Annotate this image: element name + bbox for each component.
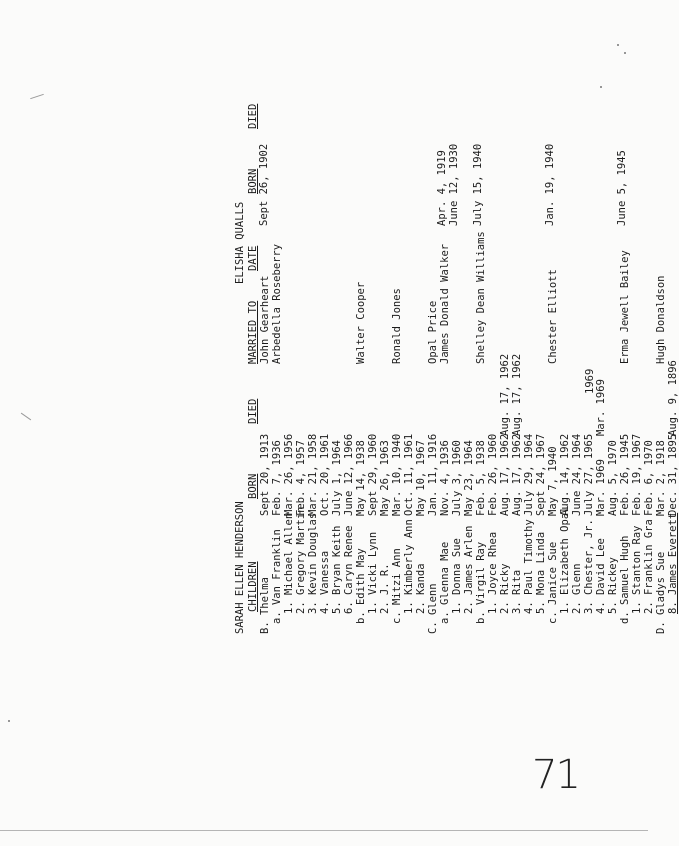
child-married-to: Hugh Donaldson — [655, 275, 667, 364]
header-died-right: DIED — [247, 103, 259, 129]
child-born: Feb. 26, 1945 — [619, 433, 631, 516]
scan-dot-1 — [617, 44, 619, 46]
page-number: 71 — [532, 752, 579, 798]
child-name: 3. Rita — [511, 569, 523, 614]
child-name: b. Edith May — [355, 548, 367, 624]
scan-dot-3 — [600, 86, 602, 88]
child-born: Aug. 17, 1962 — [511, 433, 523, 516]
child-born: Mar. 2, 1918 — [655, 440, 667, 516]
child-born: Feb. 6, 1970 — [643, 440, 655, 516]
header-died: DIED — [247, 398, 259, 424]
annotation-1969: 1969 — [584, 368, 596, 394]
child-name: 5. Rickey — [607, 557, 619, 614]
right-born-3: June 12, 1930 — [448, 143, 460, 226]
child-married-to: Chester Elliott — [547, 269, 559, 364]
child-died: Aug. 9, 1896 — [667, 360, 679, 436]
child-born: Mar. 10, 1940 — [391, 433, 403, 516]
child-name: 5. Bryan Keith — [331, 525, 343, 614]
child-born: June 12, 1966 — [343, 433, 355, 516]
child-born: Oct. 11, 1961 — [403, 433, 415, 516]
child-married-to: Erma Jewell Bailey — [619, 250, 631, 364]
child-born: July 1, 1964 — [331, 440, 343, 516]
rotated-genealogy-table — [96, 103, 679, 634]
child-born: May 23, 1964 — [463, 440, 475, 516]
child-name: 2. Kanda — [415, 563, 427, 614]
child-born: Feb. 26, 1960 — [487, 433, 499, 516]
child-married-to: John Gearheart — [259, 275, 271, 364]
header-sarah-ellen-henderson: SARAH ELLEN HENDERSON — [234, 501, 246, 634]
child-name: 1. Michael Allen — [283, 512, 295, 614]
child-born: May 10, 1967 — [415, 440, 427, 516]
child-name: 1. Stanton Ray — [631, 525, 643, 614]
child-born: Sept 20, 1913 — [259, 433, 271, 516]
right-born-5: Jan. 19, 1940 — [544, 143, 556, 226]
child-name: 3. Chester, Jr. — [583, 519, 595, 614]
child-born: July 29, 1964 — [523, 433, 535, 516]
child-married-to: Ronald Jones — [391, 288, 403, 364]
child-name: 8. James Everett — [667, 512, 679, 614]
right-born-2: Apr. 4, 1919 — [436, 150, 448, 226]
child-name: 2. Ricky — [499, 563, 511, 614]
child-name: c. Janice Sue — [547, 541, 559, 624]
child-born: Aug. 14, 1962 — [559, 433, 571, 516]
child-name: 4. Vanessa — [319, 550, 331, 614]
right-born-1: Sept 26, 1902 — [258, 143, 270, 226]
child-born: Mar. 26, 1956 — [283, 433, 295, 516]
child-name: 2. James Arlen — [463, 525, 475, 614]
child-died: Mar. 1969 — [595, 379, 607, 436]
child-born: Nov. 4, 1936 — [439, 440, 451, 516]
child-name: 1. Donna Sue — [451, 538, 463, 614]
child-born: Mar. 21, 1958 — [307, 433, 319, 516]
header-children: CHILDREN — [247, 561, 259, 612]
child-born: July 27, 1965 — [583, 433, 595, 516]
child-name: 1. Joyce Rhea — [487, 531, 499, 614]
header-born: BORN — [247, 473, 259, 499]
child-name: a. Van Franklin — [271, 529, 283, 624]
child-born: Feb. 19, 1967 — [631, 433, 643, 516]
scan-mark-left — [21, 413, 31, 421]
child-born: Feb. 4, 1957 — [295, 440, 307, 516]
child-name: 1. Vicki Lynn — [367, 531, 379, 614]
child-born: Feb. 5, 1938 — [475, 440, 487, 516]
right-born-4: July 15, 1940 — [472, 143, 484, 226]
child-born: May 14, 1938 — [355, 440, 367, 516]
scan-dot-2 — [624, 52, 626, 54]
child-born: Sept 24, 1967 — [535, 433, 547, 516]
child-married-to: James Donald Walker — [439, 243, 451, 364]
scan-mark-top-left — [30, 94, 44, 99]
bottom-edge-line — [0, 830, 648, 831]
child-name: 4. Paul Timothy — [523, 519, 535, 614]
child-born: Dec. 31, 1895 — [667, 433, 679, 516]
child-name: 2. J. R. — [379, 563, 391, 614]
child-born: June 24, 1964 — [571, 433, 583, 516]
child-name: 2. Gregory Martin — [295, 506, 307, 614]
child-born: Oct. 20, 1961 — [319, 433, 331, 516]
header-married-to: MARRIED TO — [247, 300, 259, 364]
child-name: D. Gladys Sue — [655, 551, 667, 634]
child-name: 2. Franklin Gra — [643, 519, 655, 614]
child-name: 2. Glenn — [571, 563, 583, 614]
child-born: July 3, 1960 — [451, 440, 463, 516]
child-name: c. Mitzi Ann — [391, 548, 403, 624]
child-married-to: Opal Price — [427, 300, 439, 364]
child-married-to: Arbedella Roseberry — [271, 243, 283, 364]
child-born: May 26, 1963 — [379, 440, 391, 516]
child-name: 1. Kimberly Ann — [403, 519, 415, 614]
child-born: May 7, 1940 — [547, 446, 559, 516]
child-born: Aug. 17, 1962 — [499, 433, 511, 516]
child-name: 4. David Lee — [595, 538, 607, 614]
child-name: b. Virgil Ray — [475, 541, 487, 624]
child-name: d. Samuel Hugh — [619, 535, 631, 624]
child-name: 1. Elizabeth Opal — [559, 506, 571, 614]
child-married-to: Shelley Dean Williams — [475, 231, 487, 364]
child-born: Aug. 5, 1970 — [607, 440, 619, 516]
child-born: Sept 29, 1960 — [367, 433, 379, 516]
child-name: 6. Caryn Renee — [343, 525, 355, 614]
child-married-to: Walter Cooper — [355, 281, 367, 364]
child-died: Aug. 17, 1962 — [499, 353, 511, 436]
child-born: Feb. 7, 1936 — [271, 440, 283, 516]
child-died: Aug. 17, 1962 — [511, 353, 523, 436]
header-date: DATE — [247, 245, 259, 271]
child-name: a. Glenna Mae — [439, 541, 451, 624]
child-name: C. Glenn — [427, 583, 439, 634]
child-born: Jan. 11, 1916 — [427, 433, 439, 516]
header-elisha-qualls: ELISHA QUALLS — [234, 201, 246, 284]
child-name: B. Thelma — [259, 577, 271, 634]
child-name: 5. Mona Linda — [535, 531, 547, 614]
child-name: 3. Kevin Douglas — [307, 512, 319, 614]
header-born-right: BORN — [247, 168, 259, 194]
scan-dot-4 — [8, 720, 10, 722]
right-born-6: June 5, 1945 — [616, 150, 628, 226]
child-born: Mar. 1969 — [595, 459, 607, 516]
